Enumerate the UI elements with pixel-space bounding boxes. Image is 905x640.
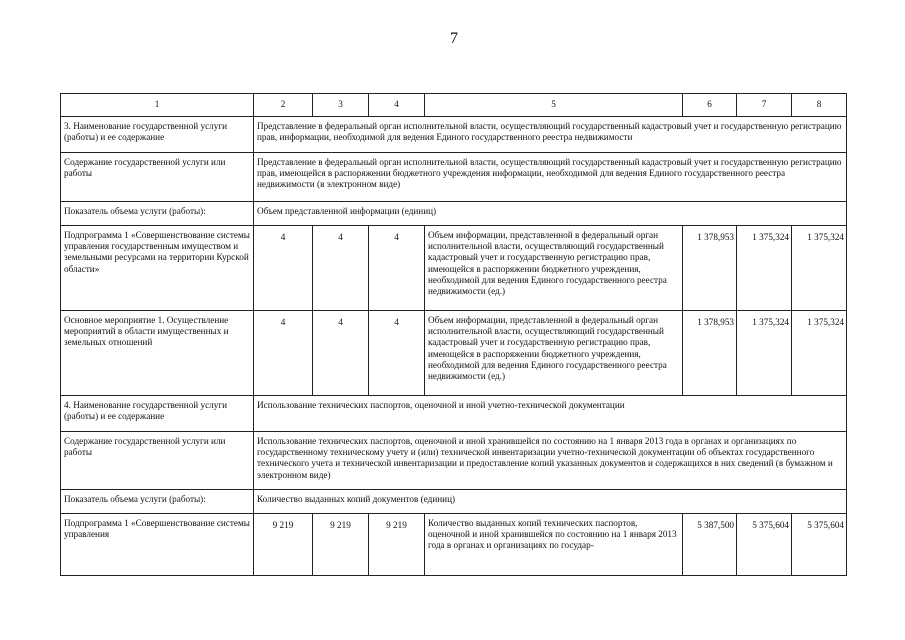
- value-cell: 1 375,324: [737, 311, 792, 396]
- table-row: [61, 311, 847, 396]
- value-cell: 1 375,324: [737, 226, 792, 311]
- header-row: [61, 94, 847, 117]
- header-cell: 2: [254, 94, 313, 117]
- value-cell: 4: [313, 226, 369, 311]
- table-row: [61, 202, 847, 226]
- header-cell: 7: [737, 94, 792, 117]
- table-row: [61, 396, 847, 432]
- value-cell: 1 375,324: [792, 226, 847, 311]
- table-row: [61, 226, 847, 311]
- page-number: 7: [450, 30, 458, 47]
- service-name-value: Использование технических паспортов, оценочной и иной учетно-технической документации: [254, 396, 847, 432]
- service-name-value: Представление в федеральный орган исполнительной власти, осуществляющий государственный кадастровый учет и государственную регистрацию прав, информации, необходимой для ведения Единого государственного реестра недвижимости: [254, 117, 847, 153]
- value-cell: 9 219: [254, 514, 313, 576]
- service-content-value: Использование технических паспортов, оценочной и иной хранившейся по состоянию на 1 января 2013 года в органах и организациях по государственному техническому учету и (или) технической инвентаризации учетно-технической документации об объектах государственного технического учета и технической инвентаризации и предоставление копий указанных документов и содержащихся в них сведений (в бумажном и электронном виде): [254, 432, 847, 490]
- table-row: [61, 432, 847, 490]
- value-cell: 9 219: [369, 514, 425, 576]
- header-cell: 5: [425, 94, 683, 117]
- service-content-label: Содержание государственной услуги или работы: [61, 153, 254, 202]
- indicator-description: Объем информации, представленной в федеральный орган исполнительной власти, осуществляющий государственный кадастровый учет и государственную регистрацию прав, имеющейся в распоряжении бюджетного учреждения, необходимой для ведения Единого государственного реестра недвижимости (ед.): [425, 226, 683, 311]
- table-row: [61, 490, 847, 514]
- table-row: [61, 117, 847, 153]
- value-cell: 9 219: [313, 514, 369, 576]
- program-table: [60, 93, 847, 576]
- value-cell: 4: [369, 311, 425, 396]
- indicator-description: Объем информации, представленной в федеральный орган исполнительной власти, осуществляющий государственный кадастровый учет и государственную регистрацию прав, имеющейся в распоряжении бюджетного учреждения, необходимой для ведения Единого государственного реестра недвижимости (ед.): [425, 311, 683, 396]
- volume-indicator-label: Показатель объема услуги (работы):: [61, 490, 254, 514]
- value-cell: 5 375,604: [792, 514, 847, 576]
- header-cell: 3: [313, 94, 369, 117]
- value-cell: 1 378,953: [683, 226, 737, 311]
- header-cell: 1: [61, 94, 254, 117]
- table-row: [61, 153, 847, 202]
- program-name: Подпрограмма 1 «Совершенствование системы управления: [61, 514, 254, 576]
- volume-indicator-value: Объем представленной информации (единиц): [254, 202, 847, 226]
- value-cell: 4: [313, 311, 369, 396]
- service-name-label: 3. Наименование государственной услуги (работы) и ее содержание: [61, 117, 254, 153]
- value-cell: 4: [254, 226, 313, 311]
- header-cell: 6: [683, 94, 737, 117]
- program-name: Подпрограмма 1 «Совершенствование системы управления государственным имуществом и земельными ресурсами на территории Курской области»: [61, 226, 254, 311]
- service-content-value: Представление в федеральный орган исполнительной власти, осуществляющий государственный кадастровый учет и государственную регистрацию прав, имеющейся в распоряжении бюджетного учреждения информации, необходимой для ведения Единого государственного реестра недвижимости (в электронном виде): [254, 153, 847, 202]
- value-cell: 4: [369, 226, 425, 311]
- value-cell: 1 375,324: [792, 311, 847, 396]
- header-cell: 8: [792, 94, 847, 117]
- value-cell: 5 387,500: [683, 514, 737, 576]
- program-name: Основное мероприятие 1. Осуществление мероприятий в области имущественных и земельных отношений: [61, 311, 254, 396]
- indicator-description: Количество выданных копий технических паспортов, оценочной и иной хранившейся по состоянию на 1 января 2013 года в органах и организациях по государ-: [425, 514, 683, 576]
- volume-indicator-value: Количество выданных копий документов (единиц): [254, 490, 847, 514]
- table-row: [61, 514, 847, 576]
- volume-indicator-label: Показатель объема услуги (работы):: [61, 202, 254, 226]
- header-cell: 4: [369, 94, 425, 117]
- value-cell: 5 375,604: [737, 514, 792, 576]
- service-name-label: 4. Наименование государственной услуги (работы) и ее содержание: [61, 396, 254, 432]
- service-content-label: Содержание государственной услуги или работы: [61, 432, 254, 490]
- value-cell: 1 378,953: [683, 311, 737, 396]
- value-cell: 4: [254, 311, 313, 396]
